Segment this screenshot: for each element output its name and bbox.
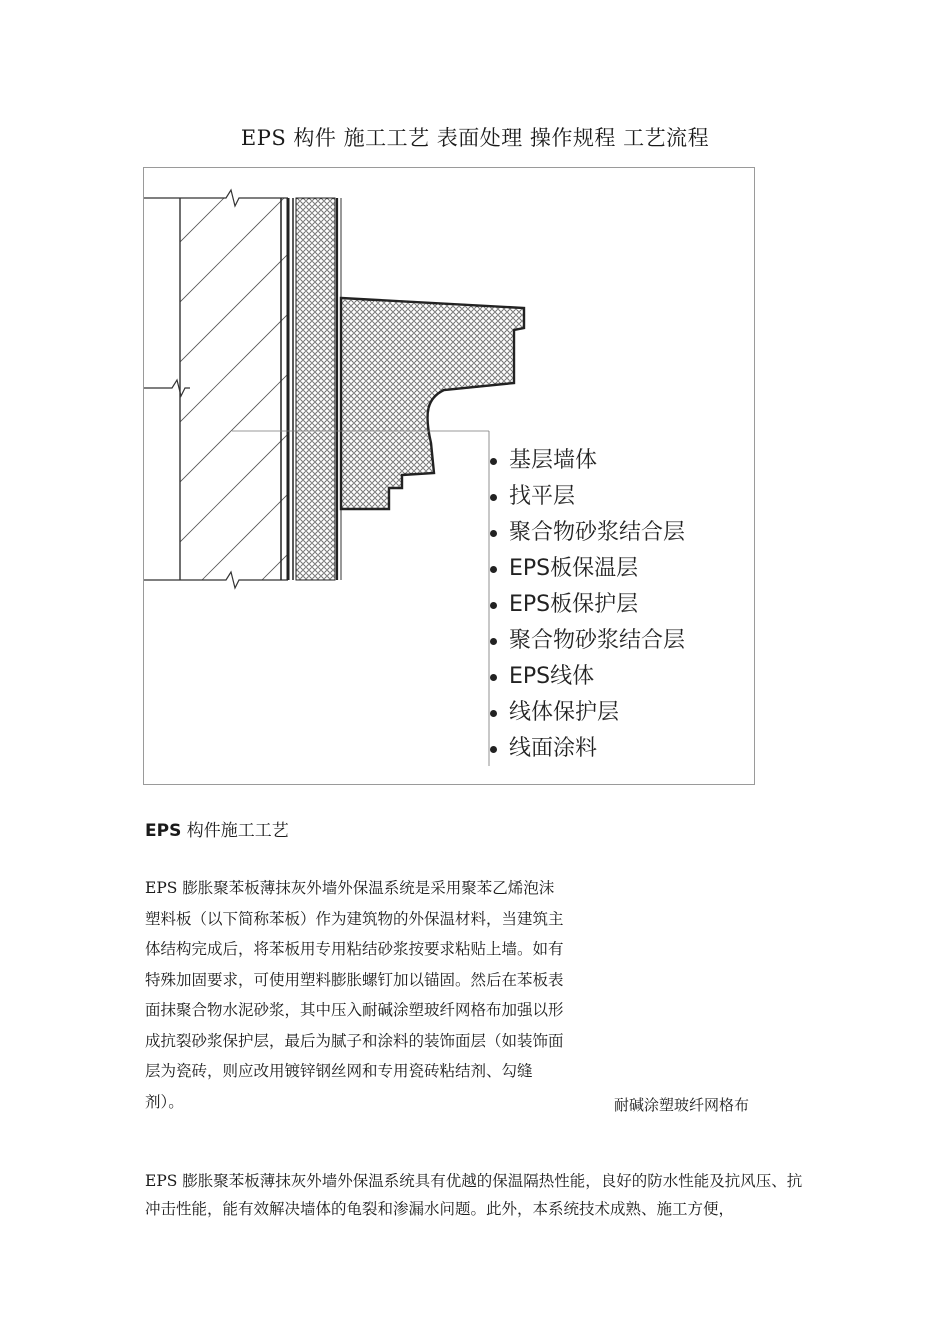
legend-item: 找平层 [489,479,685,515]
legend-item: 聚合物砂浆结合层 [489,515,685,551]
legend-item: 聚合物砂浆结合层 [489,623,685,659]
section-heading: EPS 构件施工工艺 [145,821,289,841]
page-title: EPS 构件 施工工艺 表面处理 操作规程 工艺流程 [240,126,710,150]
body-paragraph-2: EPS 膨胀聚苯板薄抹灰外墙外保温系统具有优越的保温隔热性能，良好的防水性能及抗风压、抗冲击性能，能有效解决墙体的龟裂和渗漏水问题。此外，本系统技术成熟、施工方便， [145,1172,803,1218]
eps-construction-diagram [143,167,755,785]
eps-board [296,198,335,580]
legend-item: EPS线体 [489,659,685,695]
legend-item: EPS板保护层 [489,587,685,623]
image-caption: 耐碱涂塑玻纤网格布 [614,1096,750,1114]
diagram-legend [489,443,685,767]
legend-item: EPS板保温层 [489,551,685,587]
base-wall-hatch [144,168,294,786]
body-paragraph-1: EPS 膨胀聚苯板薄抹灰外墙外保温系统是采用聚苯乙烯泡沫塑料板（以下简称苯板）作为建筑物的外保温材料，当建筑主体结构完成后，将苯板用专用粘结砂浆按要求粘贴上墙。如有特殊加固要求，可使用塑料膨胀螺钉加以锚固。然后在苯板表面抹聚合物水泥砂浆，其中压入耐碱涂塑玻纤网格布加强以形成抗裂砂浆保护层，最后为腻子和涂料的装饰面层（如装饰面层为瓷砖，则应改用镀锌钢丝网和专用瓷砖粘结剂、勾缝剂）。 [145,879,564,1111]
legend-item: 线面涂料 [489,731,685,767]
legend-item: 线体保护层 [489,695,685,731]
legend-item: 基层墙体 [489,443,685,479]
